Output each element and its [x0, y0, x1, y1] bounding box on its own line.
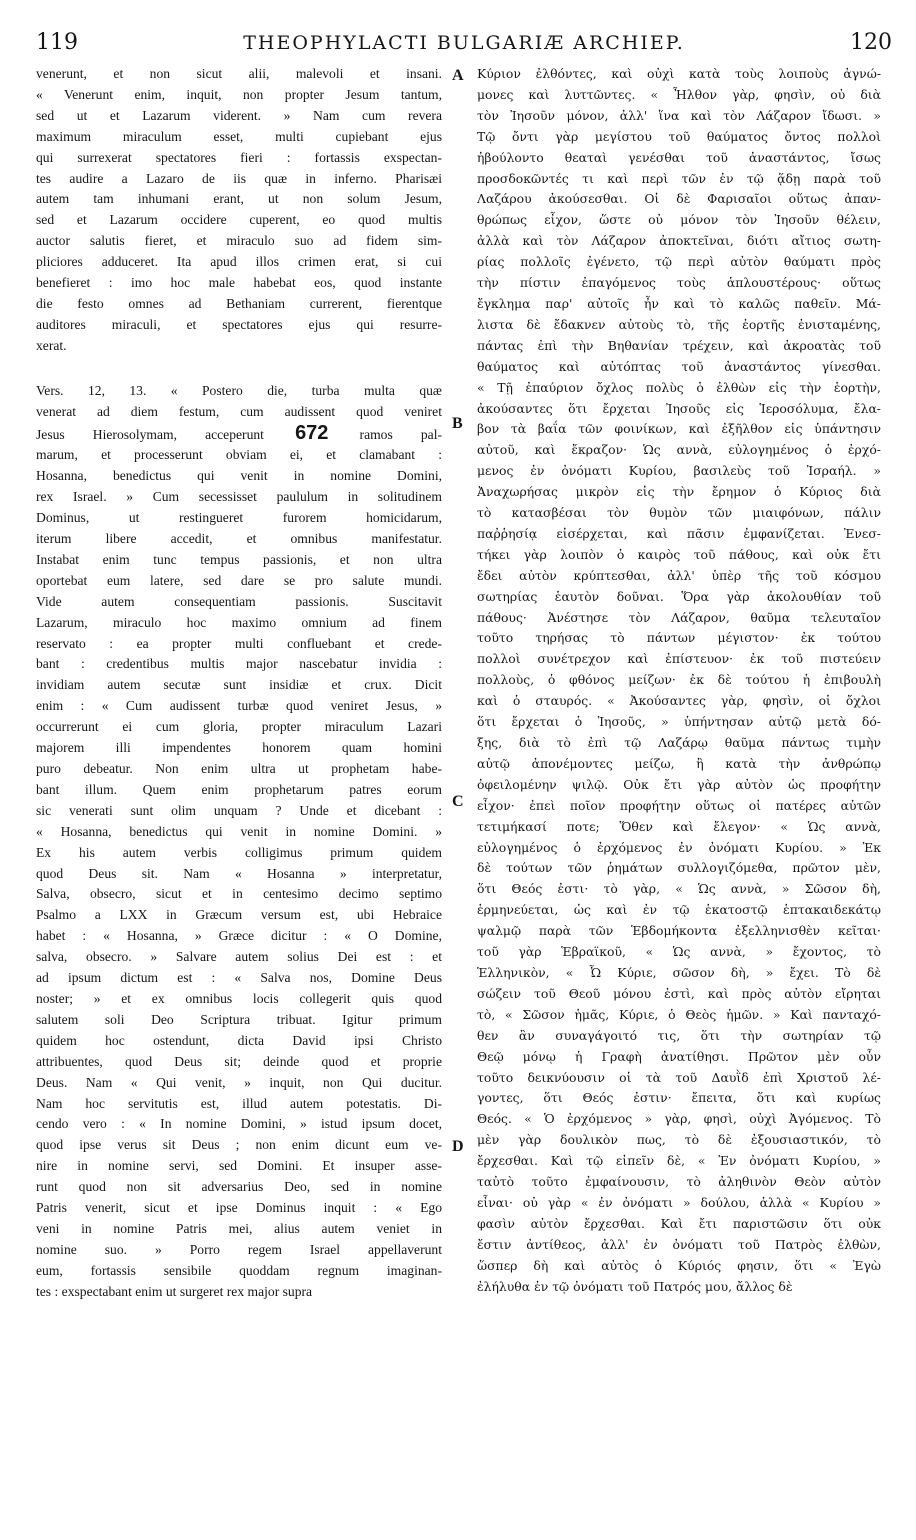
- greek-line: μὲν γὰρ δουλικὸν πως, τὸ δὲ ἐξουσιαστικόν, τὸ: [477, 1132, 881, 1148]
- greek-column: [477, 64, 881, 1297]
- latin-line: Psalmo a LXX in Græcum versum est, ubi Hebraice: [36, 907, 442, 923]
- greek-line: παῤῥησίᾳ εἰσέρχεται, καὶ πᾶσιν ἐμφανίζεται. Ἐνεσ-: [477, 525, 881, 541]
- paragraph-gap: [36, 357, 442, 381]
- latin-line: runt quod non sit adversarius Deo, sed in nomine: [36, 1179, 442, 1195]
- latin-line: noster; » et ex omnibus locis collegerit quis quod: [36, 990, 442, 1006]
- greek-line: ψαλμῷ παρὰ τῶν Ἑβδομήκοντα ἐξελληνισθὲν κεῖται·: [477, 923, 881, 939]
- greek-line: σωτηρίας ἑαυτὸν δοῦναι. Ὅρα γὰρ ἀκολουθίαν τοῦ: [477, 588, 881, 604]
- greek-line: ἔρχεσθαι. Καὶ τῷ εἰπεῖν δὲ, « Ἐν ὀνόματι Κυρίου, »: [477, 1153, 881, 1169]
- latin-line: reservato : ea propter multi confluebant et crede-: [36, 635, 442, 651]
- greek-line: αὐτῷ ἀπονέμοντες μείζω, ἢ κατὰ τὴν ἀνθρώπῳ: [477, 755, 881, 771]
- greek-line: ὅτι Θεός ἐστι· τὸ γὰρ, « Ὡς αννὰ, » Σῶσον δὴ,: [477, 881, 881, 897]
- greek-line: τὸ κατασβέσαι τὸν θυμὸν τῶν μιαιφόνων, πάλιν: [477, 505, 881, 521]
- greek-line: τοῦτο τηρήσας τὸ πάντων μέγιστον· ἐκ τούτου: [477, 630, 881, 646]
- latin-line: « Hosanna, benedictus qui venit in nomine Domini. »: [36, 823, 442, 839]
- greek-line: Κύριον ἐλθόντες, καὶ οὐχὶ κατὰ τοὺς λοιποὺς ἀγνώ-: [477, 66, 881, 81]
- latin-line: attribuentes, quod Deus sit; deinde quod et proprie: [36, 1053, 442, 1069]
- greek-line: μενος ἐν ὀνόματι Κυρίου, βασιλεὺς τοῦ Ἰσραήλ. »: [477, 463, 881, 479]
- greek-line: ἔστιν ἀντίθεος, ἀλλ' ἐν ὀνόματι τοῦ Πατρὸς ἐλθὼν,: [477, 1236, 881, 1252]
- latin-line: « Venerunt enim, inquit, non propter Jesum tantum,: [36, 86, 442, 102]
- latin-line-with-column-number: [36, 423, 442, 446]
- latin-line: bant illum. Quem enim prophetarum patres eorum: [36, 781, 442, 797]
- greek-line: λιστα δὲ ἔδακνεν αὐτοὺς τὸ, τῆς ἑορτῆς ἐνισταμένης,: [477, 316, 881, 332]
- latin-text: Jesus Hierosolymam, acceperunt: [36, 426, 264, 442]
- latin-line: benefieret : imo hoc male habebat eos, quod instante: [36, 275, 442, 291]
- greek-line: Θεός. « Ὁ ἐρχόμενος » γὰρ, φησὶ, οὐχὶ Ἀγόμενος. Τὸ: [477, 1111, 881, 1127]
- greek-line: Θεῷ μόνῳ ἡ Γραφὴ ἀνατίθησι. Πρῶτον μὲν οὖν: [477, 1048, 881, 1064]
- greek-line: ὥσπερ δὴ καὶ αὐτὸς ὁ Κύριός φησιν, ὅτι « Ἐγὼ: [477, 1257, 881, 1273]
- greek-line: σώζειν τοῦ Θεοῦ μόνου ἐστὶ, καὶ πρὸς αὐτὸν εἴρηται: [477, 985, 881, 1001]
- greek-line: ξης, διὰ τὸ ἐπὶ τῷ Λαζάρῳ θαῦμα πάντως τιμὴν: [477, 735, 881, 750]
- greek-line: προσδοκῶντές τι καὶ περὶ τῶν ἐν τῷ ᾅδῃ παρὰ τοῦ: [477, 170, 881, 186]
- latin-line: auctor salutis fieret, et miraculo suo ad fidem sim-: [36, 233, 442, 249]
- greek-line: αὐτοῦ, καὶ ἔκραζον· Ὡς αννὰ, εὐλογημένος ὁ ἐρχό-: [477, 442, 881, 458]
- latin-line: quidem hoc ostendunt, dicta David ipsi Christo: [36, 1032, 442, 1048]
- latin-line: puro debeatur. Non enim ultra ut prophetam habe-: [36, 761, 442, 776]
- page-header: [36, 30, 892, 58]
- latin-column: [36, 64, 442, 1303]
- running-title: THEOPHYLACTI BULGARIÆ ARCHIEP.: [243, 32, 685, 54]
- latin-line: invidiam autem secutæ sunt insidiæ et crux. Dicit: [36, 677, 442, 693]
- latin-line: sed et Lazarum occidere cuperent, eo quod multis: [36, 212, 442, 228]
- latin-line: tes audire a Lazaro de iis quæ in inferno. Pharisæi: [36, 170, 442, 186]
- greek-line: φασὶν αὐτὸν ἔρχεσθαι. Καὶ ἔτι παριστῶσιν ὅτι οὐκ: [477, 1215, 881, 1231]
- latin-line: quod Deus sit. Nam « Hosanna » interpretatur,: [36, 865, 442, 881]
- latin-line: quod ipse verus sit Deus ; non enim dicunt eum ve-: [36, 1137, 442, 1153]
- latin-line: marum, et processerunt obviam ei, et clamabant :: [36, 447, 442, 463]
- latin-line: qui surrexerat spectatores fieri : fortassis exspectan-: [36, 149, 442, 165]
- latin-line: iterum libere accedit, et omnibus manifestatur.: [36, 531, 442, 547]
- latin-line: eum, fortassis sensibile quoddam regnum imaginan-: [36, 1262, 442, 1278]
- latin-line: Patris venerit, sicut et ipse Dominus inquit : « Ego: [36, 1200, 442, 1216]
- greek-line: βον τὰ βαΐα τῶν φοινίκων, καὶ ἐξῆλθον εἰς ὑπάντησιν: [477, 421, 881, 437]
- latin-line: Instabat enim tunc tempus passionis, et non ultra: [36, 551, 442, 567]
- latin-line: salutem soli Deo Scriptura tribuat. Igitur primum: [36, 1011, 442, 1027]
- greek-line: τὴν πίστιν ἐπαγόμενος τοὺς ἁπλουστέρους· οὕτως: [477, 275, 881, 291]
- section-marker-a: A: [452, 67, 464, 84]
- greek-line: καὶ ὁ σταυρός. « Ἀκούσαντες γὰρ, φησὶν, οἱ ὄχλοι: [477, 693, 881, 709]
- latin-line: sic venerati sunt olim unquam ? Unde et dicebant :: [36, 802, 442, 818]
- greek-line: θρώπως εἶχον, ὥστε οὐ μόνον τὸν Ἰησοῦν θέλειν,: [477, 212, 881, 228]
- greek-line: τοῦτο δεικνύουσιν οἱ τὰ τοῦ Δαυῒδ ἐπὶ Χριστοῦ λέ-: [477, 1069, 881, 1085]
- greek-line: ἀλλὰ καὶ τὸν Λάζαρον ἀποκτεῖναι, διότι αἴτιος σωτη-: [477, 233, 881, 249]
- latin-line: oportebat eum latere, sed dare se pro salute mundi.: [36, 572, 442, 588]
- greek-line: εἶναι· οὐ γὰρ « ἐν ὀνόματι » δούλου, ἀλλὰ « Κυρίου »: [477, 1194, 881, 1210]
- greek-line: τήκει γὰρ λοιπὸν ὁ καιρὸς τοῦ πάθους, καὶ οὐκ ἔτι: [477, 546, 881, 562]
- latin-line: Hosanna, benedictus qui venit in nomine Domini,: [36, 468, 442, 484]
- greek-line: γοντες, ὅτι Θεός ἐστιν· ἔπειτα, ὅτι καὶ κυρίως: [477, 1090, 881, 1106]
- greek-line: πολλοὺς, ὁ φθόνος μείζων· ἐκ δὲ τούτου ἡ ἐπιβουλὴ: [477, 672, 881, 688]
- greek-line: Λαζάρου ἀκούσεσθαι. Οἱ δὲ Φαρισαῖοι οὕτως ἀπαν-: [477, 191, 881, 207]
- latin-line: venerat ad diem festum, cum audissent quod veniret: [36, 403, 442, 419]
- greek-line: « Τῇ ἐπαύριον ὄχλος πολὺς ὁ ἐλθὼν εἰς τὴν ἑορτὴν,: [477, 379, 881, 395]
- latin-line: ad ipsum dictum est : « Salva nos, Domine Deus: [36, 970, 442, 986]
- greek-line: μονες καὶ λυττῶντες. « Ἦλθον γὰρ, φησὶν, οὐ διὰ: [477, 86, 881, 102]
- greek-line: θεν ἂν συναγάγοιτό τις, ὅτι τὴν σωτηρίαν τῷ: [477, 1027, 881, 1043]
- latin-text: ramos pal-: [359, 426, 442, 442]
- latin-line: die festo omnes ad Bethaniam currerent, fierentque: [36, 295, 442, 311]
- latin-line: Deus. Nam « Qui venit, » inquit, non Qui ducitur.: [36, 1074, 442, 1090]
- latin-line: rex Israel. » Cum secessisset paululum in solitudinem: [36, 489, 442, 505]
- latin-line: Dominus, ut restingueret furorem homicidarum,: [36, 510, 442, 526]
- greek-line: δὲ τούτων τῶν ῥημάτων συλλογιζόμεθα, πρῶτον μὲν,: [477, 860, 881, 876]
- latin-line: xerat.: [36, 337, 67, 353]
- latin-verse-heading: Vers. 12, 13. « Postero die, turba multa quæ: [36, 382, 442, 398]
- latin-line: veni in nomine Patris mei, alius autem veniet in: [36, 1220, 442, 1236]
- greek-line: ὅτι ἔρχεται ὁ Ἰησοῦς, » ὑπήντησαν αὐτῷ μετὰ δό-: [477, 714, 881, 730]
- latin-line: Lazarum, miraculo hoc maximo omnium ad finem: [36, 614, 442, 630]
- greek-line: εἶχον· ἐπεὶ ποῖον προφήτην οὕτως οἱ πατέρες αὐτῶν: [477, 797, 881, 813]
- latin-line: venerunt, et non sicut alii, malevoli et insani.: [36, 66, 442, 81]
- greek-line: τετιμήκασί ποτε; Ὅθεν καὶ ἔλεγον· « Ὡς αννὰ,: [477, 818, 881, 834]
- latin-line: maximum miraculum esset, multi cupiebant ejus: [36, 128, 442, 144]
- section-marker-c: C: [452, 793, 464, 810]
- latin-line: occurrerunt ei cum gloria, propter miraculum Lazari: [36, 719, 442, 735]
- latin-line: nomine suo. » Porro regem Israel appellaverunt: [36, 1241, 442, 1257]
- greek-line: ρίας πολλοῖς ἐγένετο, τῷ περὶ αὐτὸν θαύματι πρὸς: [477, 254, 881, 270]
- greek-line: ἀκούσαντες ὅτι ἔρχεται Ἰησοῦς εἰς Ἱεροσόλυμα, ἔλα-: [477, 400, 881, 416]
- greek-line: ταὐτὸ τοῦτο ἐμφαίνουσιν, τὸ ἀληθινὸν Θεὸν αὐτὸν: [477, 1174, 881, 1190]
- section-marker-b: B: [452, 415, 463, 432]
- greek-line: ὀφειλομένην ψιλῷ. Οὐκ ἔτι γὰρ αὐτὸν ὡς προφήτην: [477, 776, 881, 792]
- column-number: 672: [295, 422, 329, 444]
- latin-line: nire in nomine servi, sed Domini. Et insuper asse-: [36, 1158, 442, 1174]
- latin-line: Vide autem consequentiam passionis. Suscitavit: [36, 593, 442, 609]
- latin-line: tes : exspectabant enim ut surgeret rex major supra: [36, 1283, 313, 1299]
- latin-line: majorem illi impendentes honorem quam homini: [36, 740, 442, 756]
- latin-line: pliciores adduceret. Ita apud illos crimen erat, si cui: [36, 254, 442, 270]
- latin-line: habet : « Hosanna, » Græce dicitur : « O Domine,: [36, 928, 442, 944]
- greek-line: πάθους· Ἀνέστησε τὸν Λάζαρον, θαῦμα τελευταῖον: [477, 609, 881, 625]
- greek-line: Τῷ ὄντι γὰρ μεγίστου τοῦ θαύματος ὄντος πολλοὶ: [477, 128, 881, 144]
- greek-line: πολλοὶ συνέτρεχον καὶ ἐπίστευον· ἐκ τοῦ πιστεύειν: [477, 651, 881, 667]
- latin-line: cendo vero : « In nomine Domini, » istud ipsum docet,: [36, 1116, 442, 1132]
- page-number-left: 119: [36, 30, 78, 55]
- latin-line: autem tam inhumani erant, ut non solum Jesum,: [36, 191, 442, 207]
- latin-line: Ex his autem verbis colligimus primum quidem: [36, 844, 442, 860]
- latin-line: Nam hoc servitutis est, illud autem potestatis. Di-: [36, 1095, 442, 1111]
- greek-line: τοῦ γὰρ Ἑβραϊκοῦ, « Ὡς αννὰ, » ἔχοντος, τὸ: [477, 944, 881, 960]
- latin-line: bant : credentibus multis major nascebatur invidia :: [36, 656, 442, 672]
- greek-line: Ἀναχωρήσας μικρὸν εἰς τὴν ἔρημον ὁ Κύριος διὰ: [477, 484, 881, 500]
- greek-line: ἔδει αὐτὸν κρύπτεσθαι, ἀλλ' ὑπὲρ τῆς τοῦ κόσμου: [477, 567, 881, 583]
- latin-line: salva, obsecro. » Salvare autem solius Dei est : et: [36, 949, 442, 965]
- latin-line: enim : « Cum audissent turbæ quod veniret Jesus, »: [36, 698, 442, 714]
- greek-line: τὸν Ἰησοῦν μόνον, ἀλλ' ἵνα καὶ τὸν Λάζαρον ἴδωσι. »: [477, 107, 881, 123]
- latin-line: sed ut et Lazarum viderent. » Nam cum revera: [36, 107, 442, 123]
- section-marker-d: D: [452, 1138, 464, 1155]
- greek-line: εὐλογημένος ὁ ἐρχόμενος ἐν ὀνόματι Κυρίου. » Ἐκ: [477, 839, 881, 855]
- greek-line: πάντας ἐπὶ τὴν Βηθανίαν τρέχειν, καὶ ἀκροατὰς τοῦ: [477, 337, 881, 353]
- greek-line: ἐλήλυθα ἐν τῷ ὀνόματι τοῦ Πατρός μου, ἄλλος δὲ: [477, 1278, 793, 1294]
- greek-line: ἔγκλημα παρ' αὐτοῖς ἦν καὶ τὸ καλῶς παθεῖν. Μά-: [477, 295, 881, 311]
- greek-line: ἠβούλοντο θεαταὶ γενέσθαι τοῦ ἀναστάντος, ἴσως: [477, 149, 881, 165]
- latin-line: Salva, obsecro, sicut et in centesimo decimo septimo: [36, 886, 442, 902]
- greek-line: θαύματος καὶ αὐτόπτας τοῦ ἀναστάντος γίνεσθαι.: [477, 358, 881, 374]
- greek-line: τὸ, « Σῶσον ἡμᾶς, Κύριε, ὁ Θεὸς ἡμῶν. » Καὶ πανταχό-: [477, 1006, 881, 1022]
- greek-line: ἑρμηνεύεται, ὡς καὶ ἐν τῷ ἑκατοστῷ ἑπτακαιδεκάτῳ: [477, 902, 881, 918]
- latin-line: auditores miraculi, et spectatores ejus qui resurre-: [36, 316, 442, 332]
- page-number-right: 120: [850, 30, 892, 55]
- greek-line: Ἑλληνικὸν, « Ὦ Κύριε, σῶσον δὴ, » ἔχει. Τὸ δὲ: [477, 964, 881, 980]
